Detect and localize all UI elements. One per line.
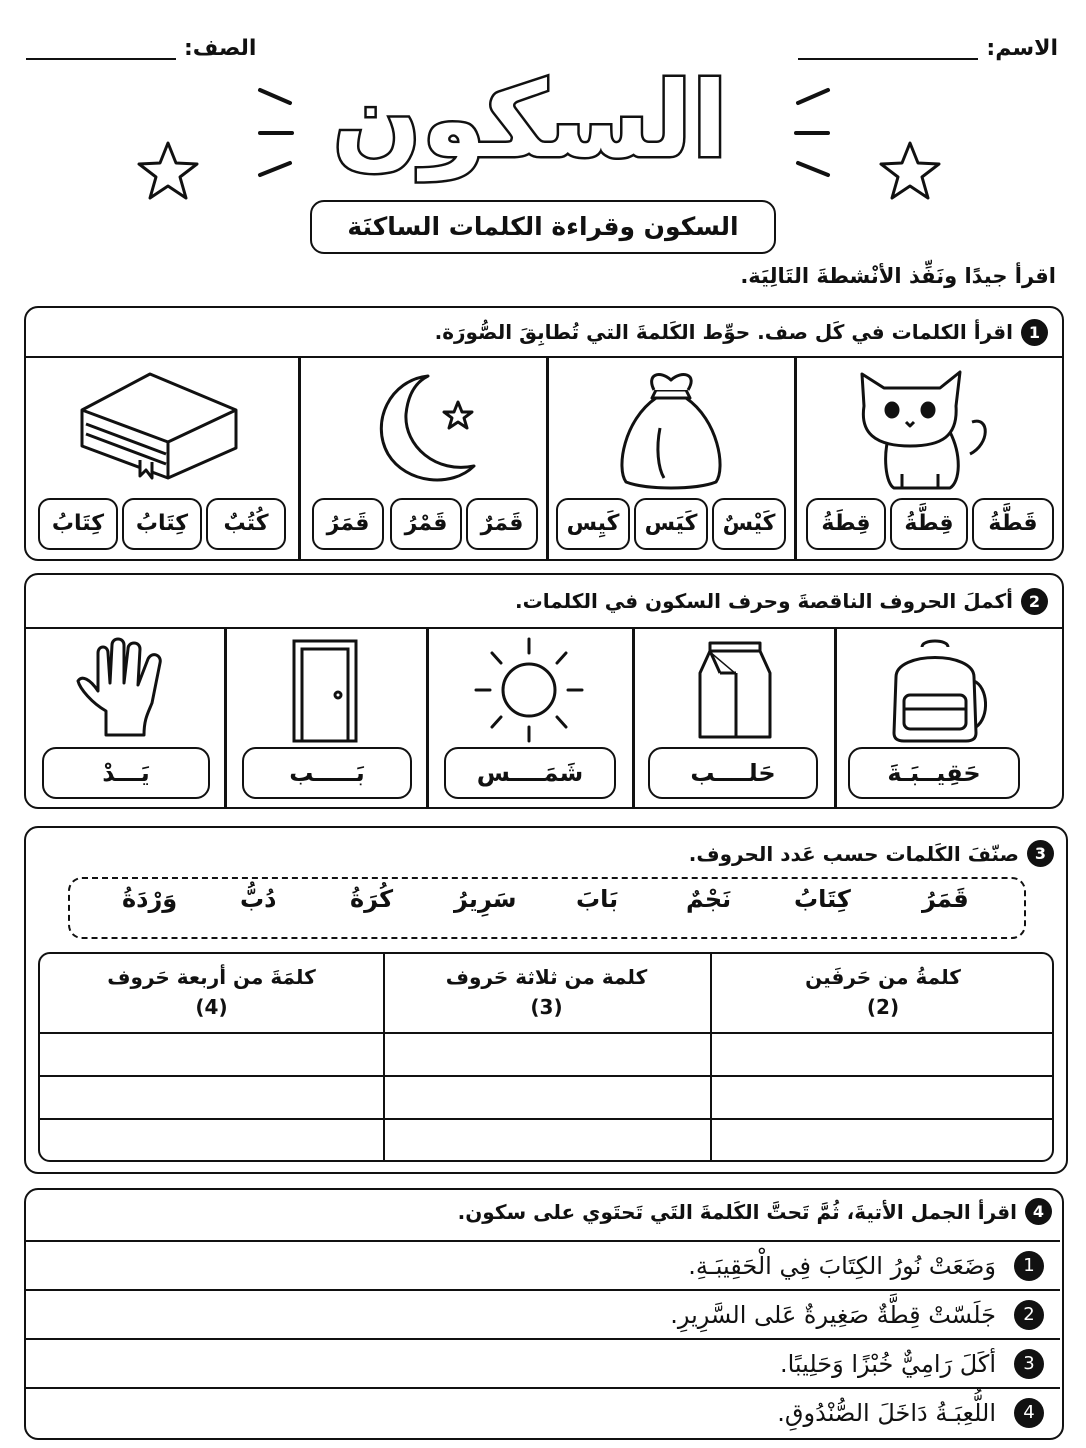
bag-option-1[interactable]: كَيْسٌ bbox=[712, 498, 786, 550]
page-title: السكون bbox=[332, 59, 728, 181]
moon-option-3[interactable]: قَمَرُ bbox=[312, 498, 384, 550]
section-number-badge: 1 bbox=[1021, 319, 1048, 346]
name-input-line[interactable] bbox=[798, 58, 978, 60]
left-star-icon bbox=[136, 140, 200, 202]
moon-option-2[interactable]: قَمْرُ bbox=[390, 498, 462, 550]
section-1-header bbox=[26, 308, 1062, 358]
cat-option-1[interactable]: قَطَّةُ bbox=[972, 498, 1054, 550]
sentence-row-4[interactable]: 4 اللُّعِبَـةُ دَاخَلَ الصُّنْدُوقِ. bbox=[26, 1387, 1060, 1436]
sentence-text[interactable]: اللُّعِبَـةُ دَاخَلَ الصُّنْدُوقِ. bbox=[777, 1398, 996, 1427]
book-icon bbox=[78, 370, 240, 482]
section-4-instruction: اقرأ الجمل الأتيةَ، ثُمَّ تَحتَّ الكَلمةَ التَي تَحتَوي على سكون. bbox=[457, 1199, 1017, 1224]
word-bank-item: كِتَابُ bbox=[794, 885, 851, 913]
right-sparkle-lines-icon bbox=[788, 85, 838, 180]
cat-icon bbox=[852, 366, 992, 492]
section-3-instruction: صنّفَ الكَلمات حسب عَدد الحروف. bbox=[688, 841, 1019, 866]
word-bank-item: وَرْدَةُ bbox=[122, 885, 178, 913]
section-number-badge: 4 bbox=[1025, 1198, 1052, 1225]
sun-word-box[interactable]: شَمَــــس bbox=[444, 747, 616, 799]
section-1-panel bbox=[24, 306, 1064, 561]
word-bank-item: دُبُّ bbox=[240, 885, 277, 913]
section-number-badge: 2 bbox=[1021, 588, 1048, 615]
table-answer-cell[interactable] bbox=[40, 1034, 1054, 1162]
moon-icon bbox=[366, 370, 486, 488]
word-bank-item: نَجْمٌ bbox=[686, 885, 732, 913]
sun-icon bbox=[474, 637, 584, 743]
classification-table bbox=[38, 952, 1054, 1162]
word-bank-item: بَابَ bbox=[576, 885, 619, 913]
milk-carton-word-box[interactable]: حَلــــب bbox=[648, 747, 818, 799]
column-header-two-letters: كلمةُ من حَرفَين (2) bbox=[805, 965, 961, 1019]
milk-carton-icon bbox=[696, 637, 774, 741]
word-bank-item: كُرَةُ bbox=[350, 885, 394, 913]
book-option-1[interactable]: كُتُبٌ bbox=[206, 498, 286, 550]
column-header-four-letters: كلمَةَ من أربعة حَروف (4) bbox=[107, 965, 316, 1019]
section-3-header bbox=[689, 840, 1054, 867]
intro-text: اقرأ جيدًا ونَفِّذ الأنْشطةَ التَالِيَة. bbox=[740, 264, 1056, 288]
sentence-row-1[interactable]: 1 وَضَعَتْ نُورُ الكِتَابَ فِي الْحَقِيبَـةِ. bbox=[26, 1240, 1060, 1289]
section-2-header bbox=[26, 575, 1062, 629]
column-header-three-letters: كلمة من ثلاثة حَروف (3) bbox=[445, 965, 648, 1019]
bag-icon bbox=[616, 368, 726, 492]
bag-option-3[interactable]: كَيِس bbox=[556, 498, 630, 550]
book-option-3[interactable]: كِتَابُ bbox=[38, 498, 118, 550]
bag-option-2[interactable]: كَيَس bbox=[634, 498, 708, 550]
moon-option-1[interactable]: قَمَرٌ bbox=[466, 498, 538, 550]
sentence-text[interactable]: جَلَسّتْ قِطَّةٌ صَغِيرةٌ عَلى السَّرِيرِ. bbox=[670, 1300, 996, 1329]
backpack-word-box[interactable]: حَقِيــبَـةَ bbox=[848, 747, 1020, 799]
cat-option-2[interactable]: قِطَّةُ bbox=[890, 498, 968, 550]
section-2-instruction: أكملَ الحروف الناقصةَ وحرف السكون في الكلمات. bbox=[515, 589, 1013, 613]
hand-icon bbox=[72, 639, 176, 739]
word-bank bbox=[68, 877, 1026, 939]
door-word-box[interactable]: بَـــــب bbox=[242, 747, 412, 799]
sentence-row-3[interactable]: 3 أكَلَ رَامِيٌّ خُبْزًا وَحَلِيبًا. bbox=[26, 1338, 1060, 1387]
cat-option-3[interactable]: قِطَةُ bbox=[806, 498, 886, 550]
class-input-line[interactable] bbox=[26, 58, 176, 60]
left-sparkle-lines-icon bbox=[250, 85, 300, 180]
class-label: الصف: bbox=[184, 36, 257, 61]
section-4-header bbox=[458, 1198, 1052, 1225]
sentence-row-2[interactable]: 2 جَلَسّتْ قِطَّةٌ صَغِيرةٌ عَلى السَّرِيرِ. bbox=[26, 1289, 1060, 1338]
section-2-panel bbox=[24, 573, 1064, 809]
door-icon bbox=[290, 637, 360, 745]
page-subtitle: السكون وقراءة الكلمات الساكنَة bbox=[310, 200, 776, 254]
section-number-badge: 3 bbox=[1027, 840, 1054, 867]
sentence-text[interactable]: أكَلَ رَامِيٌّ خُبْزًا وَحَلِيبًا. bbox=[779, 1349, 996, 1378]
word-bank-item: سَرِيرُ bbox=[454, 885, 517, 913]
section-1-instruction: اقرأ الكلمات في كَل صف. حوِّط الكَلمةَ التي تُطابِقَ الصُّورَة. bbox=[434, 320, 1013, 344]
backpack-icon bbox=[878, 637, 994, 741]
name-label: الاسم: bbox=[986, 36, 1058, 61]
word-bank-item: قَمَرُ bbox=[922, 885, 969, 913]
book-option-2[interactable]: كِتَابُ bbox=[122, 498, 202, 550]
sentence-text[interactable]: وَضَعَتْ نُورُ الكِتَابَ فِي الْحَقِيبَـةِ. bbox=[688, 1251, 996, 1280]
right-star-icon bbox=[878, 140, 942, 202]
hand-word-box[interactable]: يَـــدْ bbox=[42, 747, 210, 799]
